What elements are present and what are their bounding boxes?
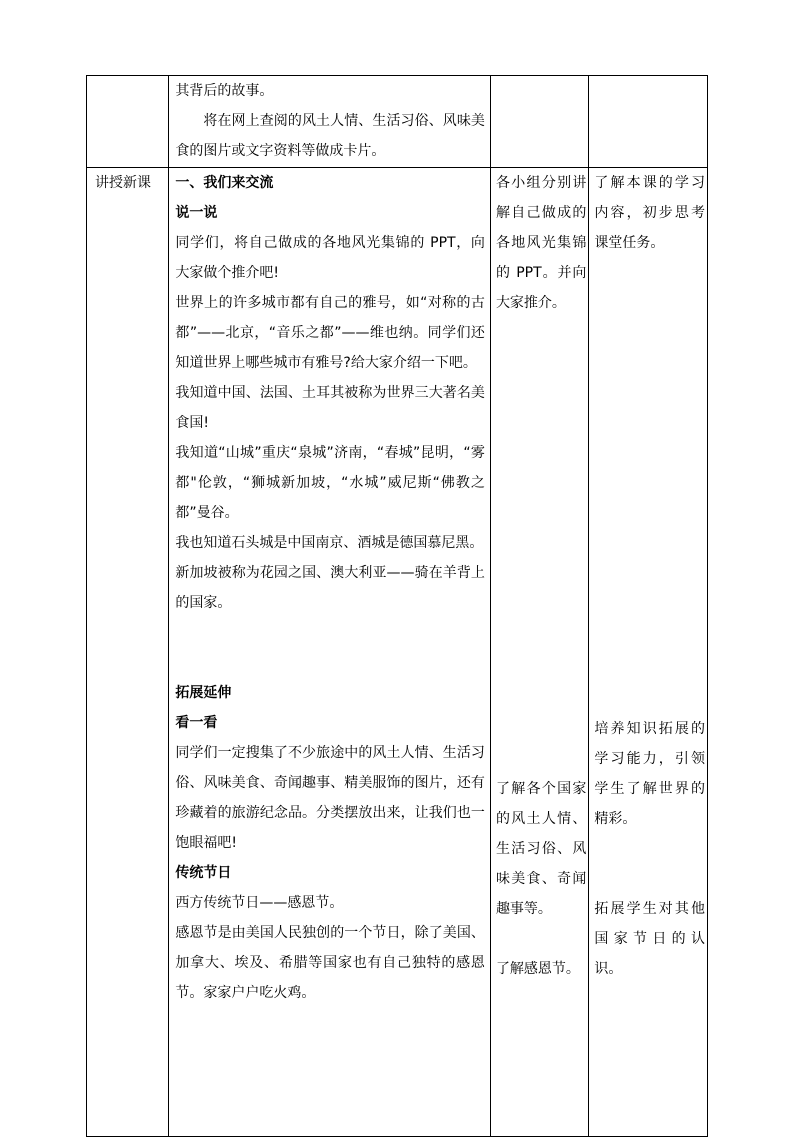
paragraph: 我也知道石头城是中国南京、酒城是德国慕尼黑。 [175,535,484,551]
subtitle-talk: 说一说 [175,205,218,221]
spacer [594,834,705,894]
design-intent-cell [589,168,708,1137]
paragraph: 我知道中国、法国、土耳其被称为世界三大著名美食国! [175,385,485,431]
design-intent-3: 拓展学生对其他国家节日的认识。 [594,901,705,977]
section-title-extension: 拓展延伸 [175,685,232,701]
spacer [175,618,485,678]
paragraph: 同学们，将自己做成的各地风光集锦的 PPT，向大家做个推介吧! [175,235,485,281]
paragraph: 新加坡被称为花园之国、澳大利亚——骑在羊背上的国家。 [175,565,485,611]
stage-label-cell [87,168,169,1137]
subtitle-traditional-festival: 传统节日 [175,865,232,881]
lesson-plan-table [86,75,708,1137]
paragraph: 世界上的许多城市都有自己的雅号，如“对称的古都”——北京，“音乐之都”——维也纳。同学们还知道世界上哪些城市有雅号?给大家介绍一下吧。 [175,295,485,371]
prep-content-cell [169,76,491,168]
spacer [496,924,586,954]
stage-label: 讲授新课 [95,175,151,191]
paragraph: 同学们一定搜集了不少旅途中的风土人情、生活习俗、风味美食、奇闻趣事、精美服饰的图片，还有珍藏着的旅游纪念品。分类摆放出来，让我们也一饱眼福吧! [175,745,485,851]
paragraph: 我知道“山城”重庆“泉城”济南，“春城”昆明，“雾都"伦敦，“狮城新加坡，“水城”威尼斯“佛教之都”曼谷。 [175,445,485,521]
student-activity-cell [490,168,588,1137]
prep-text-line-2: 将在网上查阅的风土人情、生活习俗、风味美食的图片或文字资料等做成卡片。 [175,113,485,159]
student-activity-3: 了解感恩节。 [495,961,580,977]
table-row [87,168,708,1137]
table-row [87,76,708,168]
spacer [496,318,586,774]
design-intent-cell-empty [589,76,708,168]
student-activity-1: 各小组分别讲解自己做成的各地风光集锦的 PPT。并向大家推介。 [495,175,587,311]
design-intent-1: 了解本课的学习内容，初步思考课堂任务。 [594,175,705,251]
student-activity-2: 了解各个国家的风土人情、生活习俗、风味美食、奇闻趣事等。 [495,781,587,917]
stage-cell-empty [87,76,169,168]
teaching-content-cell [169,168,491,1137]
student-activity-cell-empty [490,76,588,168]
spacer [594,258,705,714]
design-intent-2: 培养知识拓展的学习能力，引领学生了解世界的精彩。 [594,721,705,827]
prep-text-line-1: 其背后的故事。 [175,83,274,99]
section-title-exchange: 一、我们来交流 [175,175,274,191]
paragraph: 感恩节是由美国人民独创的一个节日，除了美国、加拿大、埃及、希腊等国家也有自己独特的感恩节。家家户户吃火鸡。 [175,925,485,1001]
subtitle-look: 看一看 [175,715,218,731]
paragraph: 西方传统节日——感恩节。 [175,895,344,911]
